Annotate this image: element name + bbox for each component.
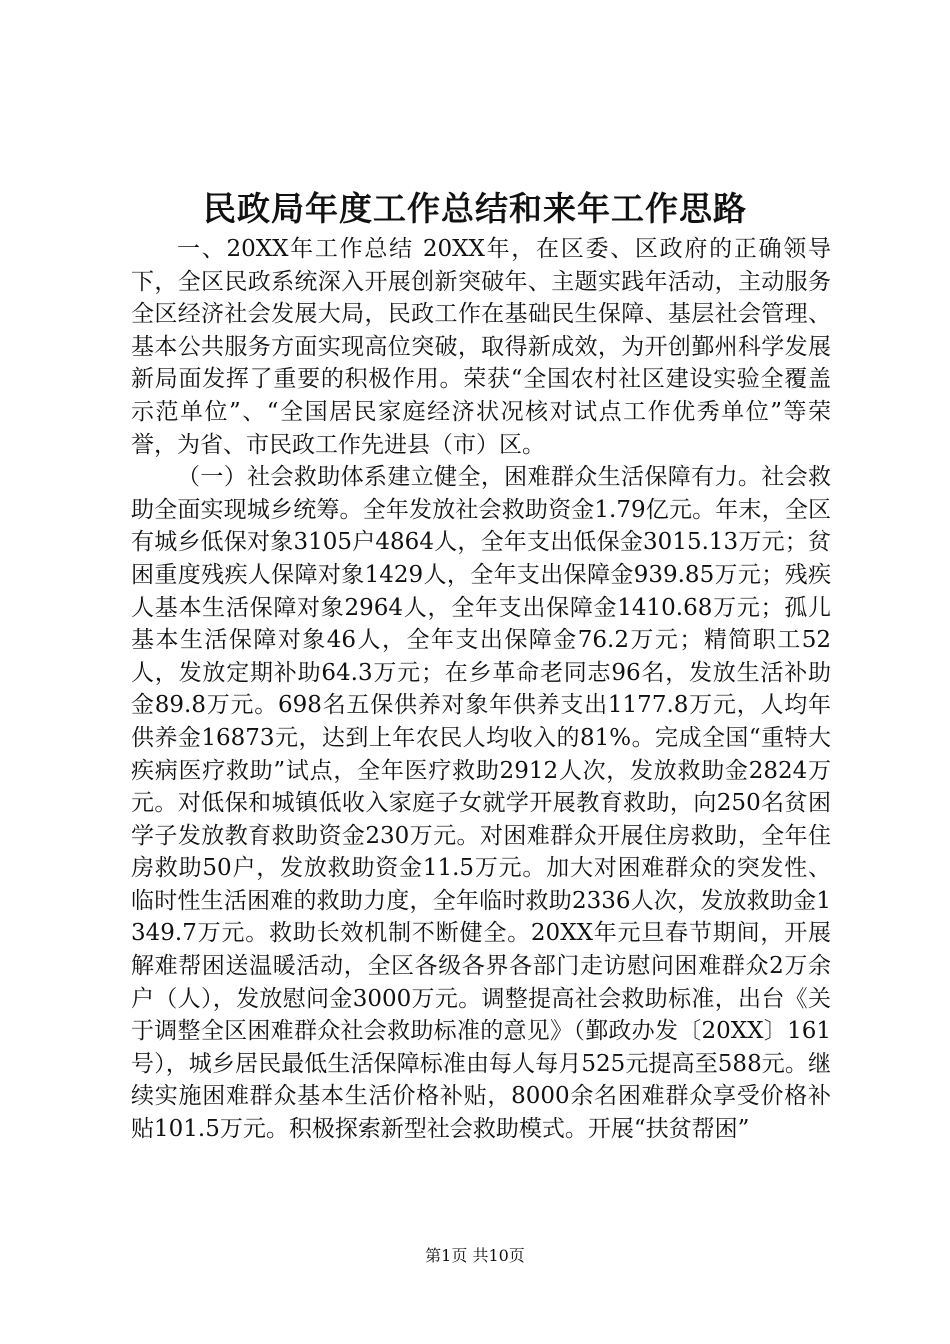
page-number-footer: 第1页 共10页 — [425, 1246, 525, 1265]
document-title: 民政局年度工作总结和来年工作思路 — [203, 189, 747, 228]
paragraph-summary-intro: 一、20XX年工作总结 20XX年，在区委、区政府的正确领导下，全区民政系统深入开展创新突破年、主题实践年活动，主动服务全区经济社会发展大局，民政工作在基础民生保障、基层社会管理、基本公共服务方面实现高位突破，取得新成效，为开创鄞州科学发展新局面发挥了重要的积极作用。荣获“全国农村社区建设实验全覆盖示范单位”、“全国居民家庭经济状况核对试点工作优秀单位”等荣誉，为省、市民政工作先进县（市）区。 — [131, 236, 831, 458]
paragraph-social-assistance: （一）社会救助体系建立健全，困难群众生活保障有力。社会救助全面实现城乡统筹。全年发放社会救助资金1.79亿元。年末，全区有城乡低保对象3105户4864人，全年支出低保金3015.13万元；贫困重度残疾人保障对象1429人，全年支出保障金939.85万元；残疾人基本生活保障对象2964人，全年支出保障金1410.68万元；孤儿基本生活保障对象46人，全年支出保障金76.2万元；精简职工52人，发放定期补助64.3万元；在乡革命老同志96名，发放生活补助金89.8万元。698名五保供养对象年供养支出1177.8万元，人均年供养金16873元，达到上年农民人均收入的81%。完成全国“重特大疾病医疗救助”试点，全年医疗救助2912人次，发放救助金2824万元。对低保和城镇低收入家庭子女就学开展教育救助，向250名贫困学子发放教育救助资金230万元。对困难群众开展住房救助，全年住房救助50户，发放救助资金11.5万元。加大对困难群众的突发性、临时性生活困难的救助力度，全年临时救助2336人次，发放救助金1349.7万元。救助长效机制不断健全。20XX年元旦春节期间，开展解难帮困送温暖活动，全区各级各界各部门走访慰问困难群众2万余户（人），发放慰问金3000万元。调整提高社会救助标准，出台《关于调整全区困难群众社会救助标准的意见》（鄞政办发〔20XX〕161号），城乡居民最低生活保障标准由每人每月525元提高至588元。继续实施困难群众基本生活价格补贴，8000余名困难群众享受价格补贴101.5万元。积极探索新型社会救助模式。开展“扶贫帮困” — [131, 464, 831, 1143]
document-body — [131, 233, 831, 1146]
